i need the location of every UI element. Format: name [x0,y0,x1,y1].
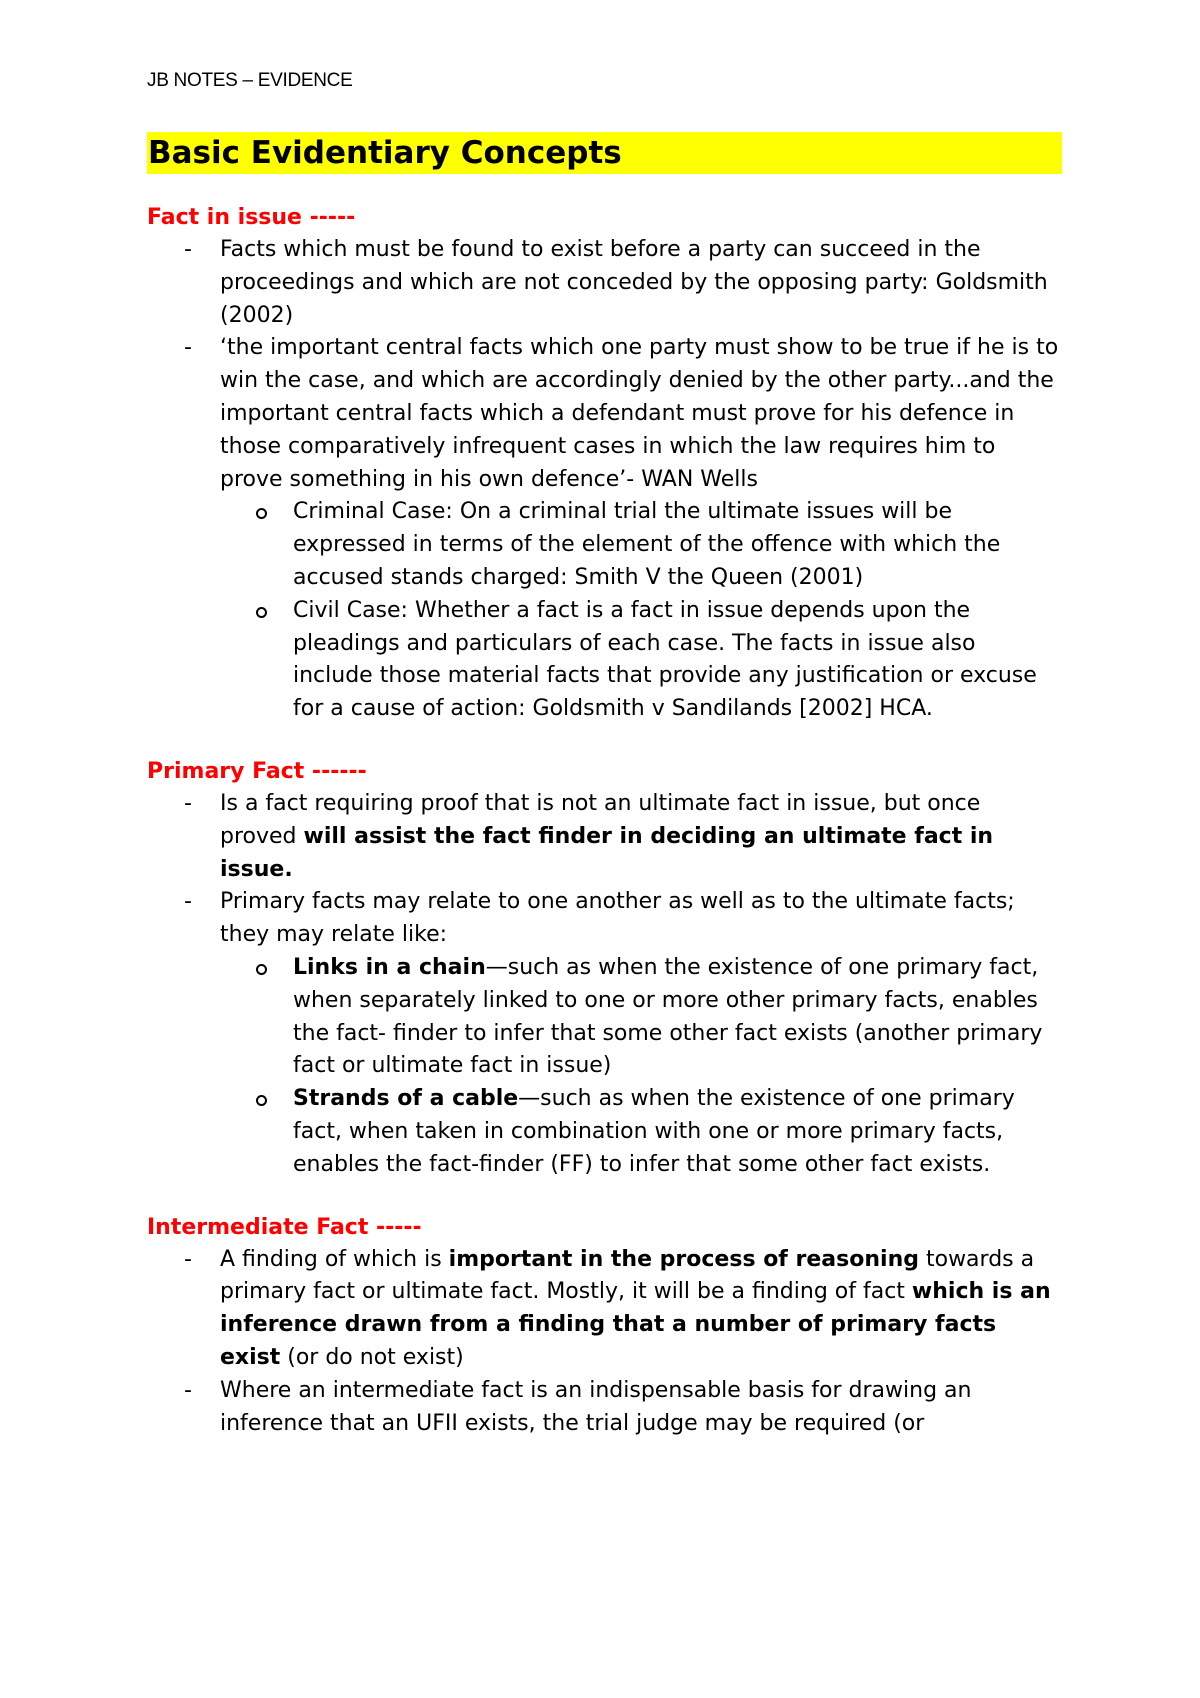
circle-bullet-icon [256,508,267,519]
sub-list-item-text: Strands of a cable—such as when the existence of one primary fact, when taken in combination with one or more primary facts, enables the fact-finder (FF) to infer that some other fact exists. [293,1086,1015,1177]
sub-list-item [220,595,1062,726]
bullet-list [147,1244,1062,1441]
list-item-text: Is a fact requiring proof that is not an ultimate fact in issue, but once proved will assist the fact finder in deciding an ultimate fact in issue. [220,790,994,882]
sub-list-item-text: Links in a chain—such as when the existence of one primary fact, when separately linked to one or more other primary facts, enables the fact- finder to infer that some other fact exists (another primary fact or ultimate fact in issue) [293,954,1043,1079]
list-item [147,886,1062,1181]
dash-bullet-icon: - [184,1377,192,1403]
list-item [147,234,1062,332]
dash-bullet-icon: - [184,790,192,816]
bullet-list [147,788,1062,1182]
sub-list-item [220,496,1062,594]
sub-list-item-text: Civil Case: Whether a fact is a fact in issue depends upon the pleadings and particulars of each case. The facts in issue also include those material facts that provide any justification or excuse for a cause of action: Goldsmith v Sandilands [2002] HCA. [293,597,1037,722]
bullet-list [147,234,1062,726]
list-item [147,332,1062,726]
dash-bullet-icon: - [184,335,192,361]
list-item-text: A finding of which is important in the process of reasoning towards a primary fact or ultimate fact. Mostly, it will be a finding of fact which is an inference drawn from a finding that a number of primary facts exist (or do not exist) [220,1246,1051,1370]
bold-text: Strands of a cable [293,1086,519,1112]
sub-bullet-list [220,952,1062,1182]
dash-bullet-icon: - [184,237,192,262]
section-heading: Primary Fact ------ [147,758,367,784]
dash-bullet-icon: - [184,889,192,915]
document-title: Basic Evidentiary Concepts [147,132,1062,174]
bold-text: will assist the fact finder in deciding an ultimate fact in issue. [220,823,994,882]
list-item [147,1244,1062,1375]
list-item-text: Facts which must be found to exist before a party can succeed in the proceedings and which are not conceded by the opposing party: Goldsmith (2002) [220,237,1048,328]
list-item-text: ‘the important central facts which one party must show to be true if he is to win the case, and which are accordingly denied by the other party...and the important central facts which a defendant must prove for his defence in those comparatively infrequent cases in which the law requires him to prove something in his own defence’- WAN Wells [220,335,1059,492]
sub-list-item-text: Criminal Case: On a criminal trial the ultimate issues will be expressed in terms of the element of the offence with which the accused stands charged: Smith V the Queen (2001) [293,499,1001,590]
sub-list-item [220,1083,1062,1181]
sub-list-item [220,952,1062,1083]
bold-text: which is an inference drawn from a finding that a number of primary facts exist [220,1279,1051,1370]
circle-bullet-icon [256,964,267,975]
list-item-text: Primary facts may relate to one another as well as to the ultimate facts; they may relate like: [220,889,1015,948]
list-item-text: Where an intermediate fact is an indispensable basis for drawing an inference that an UFII exists, the trial judge may be required (or [220,1377,972,1436]
section-intermediate-fact [147,1212,1062,1441]
dash-bullet-icon: - [184,1246,192,1272]
circle-bullet-icon [256,607,267,618]
sub-bullet-list [220,496,1062,726]
document-page [147,70,1062,1470]
page-header: JB NOTES – EVIDENCE [147,70,353,91]
circle-bullet-icon [256,1095,267,1106]
bold-text: Links in a chain [293,954,486,980]
section-heading: Fact in issue ----- [147,205,356,230]
section-fact-in-issue [147,202,1062,726]
section-primary-fact [147,756,1062,1182]
bold-text: important in the process of reasoning [448,1246,919,1272]
list-item [147,788,1062,886]
section-heading: Intermediate Fact ----- [147,1214,422,1240]
list-item [147,1375,1062,1441]
